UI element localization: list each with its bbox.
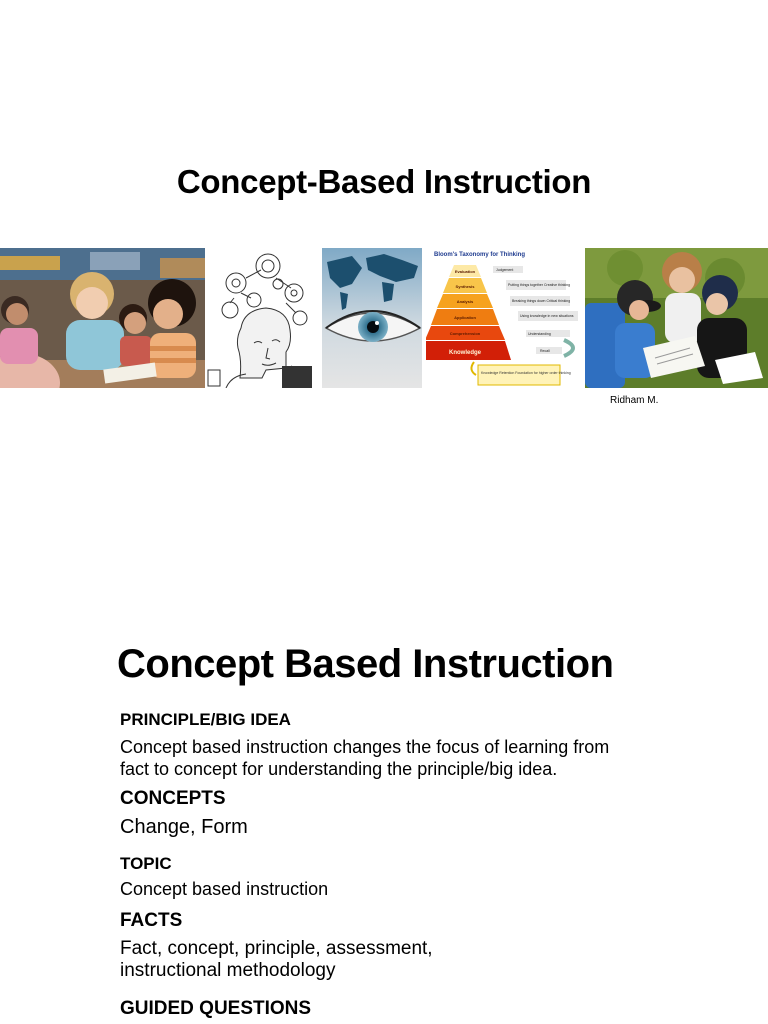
pyramid-title: Bloom's Taxonomy for Thinking	[434, 252, 525, 258]
pyramid-note: Using knowledge in new situations	[520, 314, 574, 318]
section-heading: PRINCIPLE/BIG IDEA	[120, 710, 291, 729]
pyramid-note: Judgement	[496, 268, 514, 272]
classroom-photo	[0, 248, 205, 388]
section-line: Concept based instruction	[120, 879, 329, 899]
thinker-sketch	[206, 248, 318, 388]
pyramid-footer: Knowledge Retention Foundation for higher order thinking	[481, 371, 571, 375]
image-strip	[0, 248, 768, 388]
section-line: instructional methodology	[120, 960, 336, 981]
section-line: Change, Form	[120, 816, 248, 838]
eye-world-map	[322, 248, 422, 388]
pyramid-note: Understanding	[528, 332, 551, 336]
section-concepts	[120, 788, 248, 838]
section-facts	[120, 910, 433, 982]
section-line: fact to concept for understanding the principle/big idea.	[120, 759, 558, 779]
pyramid-note: Recall	[540, 349, 550, 353]
section-guided-questions	[120, 998, 311, 1020]
section-heading: TOPIC	[120, 854, 172, 873]
slide-title: Concept-Based Instruction	[176, 163, 592, 200]
author-name: Ridham M.	[610, 395, 659, 406]
students-outdoors-photo	[585, 248, 768, 388]
section-topic	[120, 854, 328, 900]
pyramid-level: Synthesis	[455, 284, 475, 289]
section-heading: GUIDED QUESTIONS	[120, 998, 312, 1019]
pyramid-note: Putting things together Creative thinking	[508, 283, 571, 287]
pyramid-level: Analysis	[456, 299, 474, 304]
section-principle	[120, 710, 609, 780]
pyramid-level: Comprehension	[449, 331, 481, 336]
pyramid-note: Breaking things down Critical thinking	[512, 299, 571, 303]
slide-title: Concept Based Instruction	[117, 642, 614, 686]
pyramid-level: Application	[454, 315, 476, 320]
section-heading: FACTS	[120, 910, 183, 931]
blooms-taxonomy-pyramid	[426, 248, 581, 388]
content-slide	[0, 560, 768, 1024]
title-slide	[0, 0, 768, 500]
section-line: Concept based instruction changes the focus of learning from	[120, 737, 610, 757]
section-line: Fact, concept, principle, assessment,	[120, 938, 433, 959]
section-heading: CONCEPTS	[120, 788, 226, 809]
pyramid-level: Evaluation	[454, 269, 476, 274]
pyramid-level: Knowledge	[448, 350, 482, 356]
